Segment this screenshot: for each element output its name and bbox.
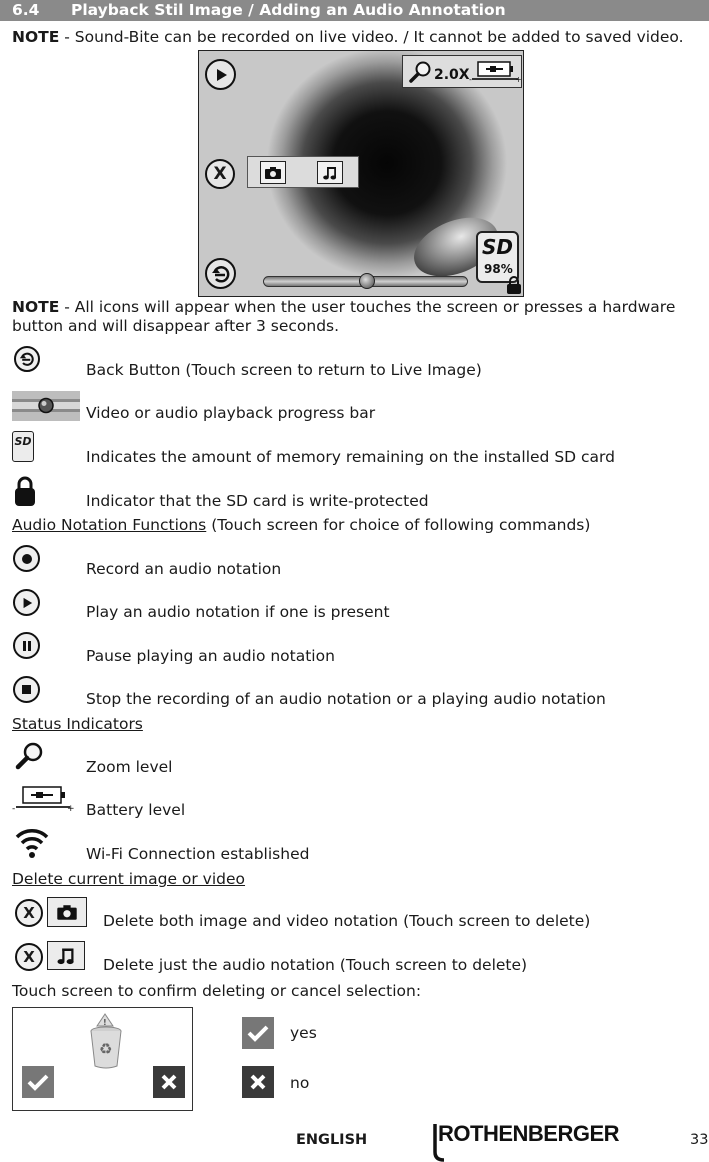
legend-delete-image-text: Delete both image and video notation (Touch screen to delete) — [103, 912, 591, 930]
delete-image-button[interactable] — [260, 161, 286, 184]
camera-icon — [264, 166, 282, 180]
section-number: 6.4 — [12, 1, 40, 19]
legend-stop-text: Stop the recording of an audio notation or a playing audio notation — [86, 690, 606, 708]
record-icon — [13, 545, 40, 572]
note-2-label: NOTE — [12, 298, 60, 316]
battery-icon — [12, 786, 74, 812]
audio-heading — [12, 516, 590, 534]
play-button[interactable] — [205, 59, 236, 90]
confirm-text: Touch screen to confirm deleting or cancel selection: — [12, 982, 422, 1000]
brand-logo: ROTHENBERGER — [438, 1121, 620, 1146]
pause-icon — [13, 632, 40, 659]
playback-progress-bar[interactable] — [263, 276, 468, 287]
x-icon: X — [213, 163, 227, 184]
lock-icon — [13, 476, 37, 508]
legend-progress-text: Video or audio playback progress bar — [86, 404, 376, 422]
legend-lock-text: Indicator that the SD card is write-protected — [86, 492, 429, 510]
zoom-icon — [409, 60, 433, 84]
trash-icon — [85, 1014, 125, 1070]
x-icon: X — [15, 899, 43, 927]
note-1-text: - Sound-Bite can be recorded on live video. / It cannot be added to saved video. — [59, 28, 684, 46]
note-2-text: - All icons will appear when the user touches the screen or presses a hardware button and will disappear after 3 seconds. — [12, 298, 676, 335]
svg-text:-: - — [469, 75, 472, 84]
legend-delete-audio-text: Delete just the audio notation (Touch screen to delete) — [103, 956, 528, 974]
delete-music-icon — [47, 941, 85, 970]
footer-language: ENGLISH — [296, 1132, 368, 1148]
legend-zoom-text: Zoom level — [86, 758, 173, 776]
delete-options-panel — [247, 156, 359, 188]
legend-no-icon — [242, 1066, 274, 1098]
zoom-icon — [14, 741, 44, 771]
legend-record-text: Record an audio notation — [86, 560, 282, 578]
cross-icon — [160, 1073, 178, 1091]
legend-yes-text: yes — [290, 1024, 317, 1042]
delete-heading: Delete current image or video — [12, 870, 246, 888]
legend-play-text: Play an audio notation if one is present — [86, 603, 390, 621]
section-heading — [0, 0, 709, 21]
back-button[interactable] — [205, 258, 236, 289]
stop-icon — [13, 676, 40, 703]
sd-label: SD — [482, 235, 514, 259]
audio-heading-suffix: (Touch screen for choice of following commands) — [206, 516, 591, 534]
svg-text:!: ! — [103, 1018, 107, 1027]
legend-yes-icon — [242, 1017, 274, 1049]
play-icon — [214, 68, 228, 82]
section-title: Playback Stil Image / Adding an Audio Annotation — [71, 1, 506, 19]
progress-bar-icon — [12, 391, 80, 421]
legend-no-text: no — [290, 1074, 310, 1092]
check-icon — [27, 1073, 49, 1091]
svg-text:+: + — [67, 804, 75, 814]
audio-heading-title: Audio Notation Functions — [12, 516, 207, 534]
camera-screen — [198, 50, 524, 297]
legend-back-icon — [14, 346, 40, 372]
status-heading: Status Indicators — [12, 715, 143, 733]
svg-text:+: + — [515, 75, 522, 84]
play-icon — [13, 589, 40, 616]
confirm-yes-button[interactable] — [22, 1066, 54, 1098]
legend-sd-text: Indicates the amount of memory remaining on the installed SD card — [86, 448, 615, 466]
confirm-no-button[interactable] — [153, 1066, 185, 1098]
cross-icon — [249, 1073, 267, 1091]
wifi-icon — [14, 826, 50, 860]
note-1-label: NOTE — [12, 28, 60, 46]
x-icon: X — [15, 943, 43, 971]
sd-percent: 98% — [484, 262, 513, 276]
status-box — [402, 55, 522, 88]
legend-pause-text: Pause playing an audio notation — [86, 647, 335, 665]
svg-text:-: - — [12, 804, 16, 814]
check-icon — [247, 1024, 269, 1042]
delete-camera-icon — [47, 897, 87, 927]
delete-audio-button[interactable] — [317, 161, 343, 184]
legend-wifi-text: Wi-Fi Connection established — [86, 845, 310, 863]
music-note-icon — [322, 165, 338, 181]
back-icon — [211, 264, 231, 284]
zoom-level: 2.0X — [434, 67, 470, 83]
note-2 — [12, 298, 704, 336]
delete-button[interactable] — [205, 159, 235, 189]
legend-battery-text: Battery level — [86, 801, 186, 819]
back-icon — [19, 351, 35, 367]
page-number: 33 — [690, 1132, 709, 1148]
note-1 — [12, 28, 684, 46]
delete-confirm-dialog — [12, 1007, 193, 1111]
sd-card-icon: SD — [12, 431, 34, 462]
svg-text:♻: ♻ — [99, 1040, 113, 1058]
progress-knob[interactable] — [359, 273, 375, 289]
battery-icon — [469, 61, 521, 83]
lock-icon — [506, 276, 522, 294]
legend-back-text: Back Button (Touch screen to return to Live Image) — [86, 361, 482, 379]
